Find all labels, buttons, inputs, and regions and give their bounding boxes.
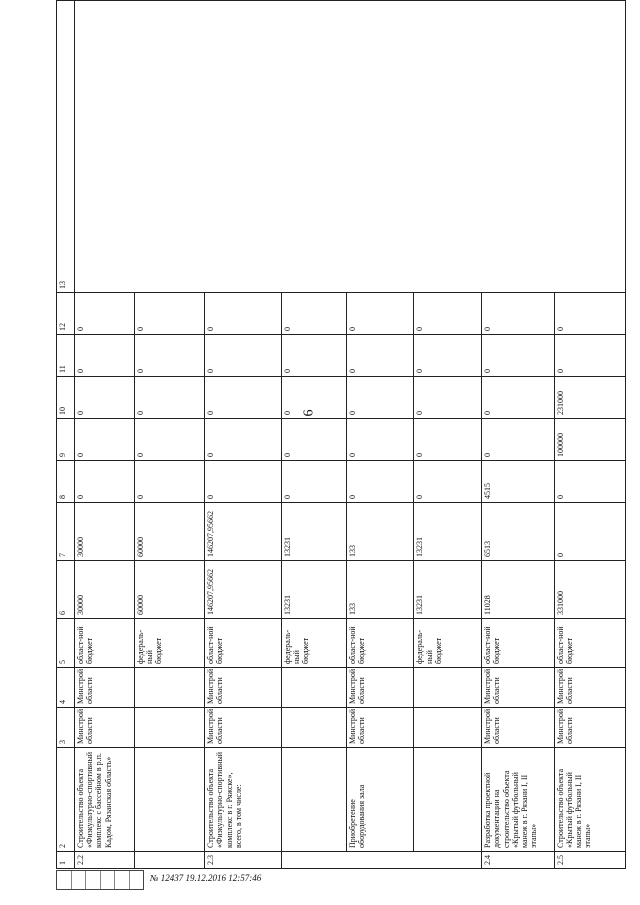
row-name <box>282 748 346 852</box>
amount-cell: 0 <box>135 293 205 335</box>
amount-cell: 0 <box>282 335 346 377</box>
amount-cell: 133 <box>346 503 414 561</box>
amount-cell: 13231 <box>414 561 482 619</box>
amount-cell: 0 <box>282 377 346 419</box>
amount-cell: 0 <box>75 335 135 377</box>
stamp-segment <box>130 871 144 889</box>
header-cell: 11 <box>57 335 75 377</box>
amount-cell: 0 <box>346 377 414 419</box>
amount-cell: 13231 <box>282 561 346 619</box>
row-name <box>135 748 205 852</box>
amount-cell: 0 <box>554 503 625 561</box>
amount-cell: 0 <box>346 335 414 377</box>
responsible-cell: Минстрой области <box>346 708 414 748</box>
responsible-cell <box>135 708 205 748</box>
source-cell: федераль-ный бюджет <box>282 619 346 668</box>
stamp-segment <box>101 871 116 889</box>
amount-cell: 0 <box>75 419 135 461</box>
amount-cell: 30000 <box>75 503 135 561</box>
amount-cell: 0 <box>75 377 135 419</box>
amount-cell: 146207,95662 <box>205 503 282 561</box>
responsible-cell: Минстрой области <box>554 708 625 748</box>
row-number <box>135 852 205 869</box>
amount-cell: 0 <box>414 335 482 377</box>
table-row <box>75 1 135 869</box>
stamp-segment <box>57 871 72 889</box>
amount-cell: 0 <box>482 335 554 377</box>
source-cell: област-ной бюджет <box>205 619 282 668</box>
amount-cell: 0 <box>75 293 135 335</box>
amount-cell: 0 <box>205 461 282 503</box>
header-cell: 2 <box>57 748 75 852</box>
page-number: 6 <box>301 409 317 417</box>
note-cell <box>75 1 626 293</box>
row-number: 2.5 <box>554 852 625 869</box>
amount-cell: 30000 <box>75 561 135 619</box>
amount-cell: 0 <box>482 419 554 461</box>
header-cell: 9 <box>57 419 75 461</box>
amount-cell: 13231 <box>414 503 482 561</box>
amount-cell: 0 <box>482 377 554 419</box>
header-cell: 4 <box>57 668 75 708</box>
amount-cell: 4515 <box>482 461 554 503</box>
amount-cell: 0 <box>414 419 482 461</box>
amount-cell: 0 <box>135 335 205 377</box>
amount-cell: 13231 <box>282 503 346 561</box>
source-cell: област-ной бюджет <box>482 619 554 668</box>
amount-cell: 0 <box>414 461 482 503</box>
amount-cell: 0 <box>414 293 482 335</box>
amount-cell: 146207,95662 <box>205 561 282 619</box>
amount-cell: 0 <box>482 293 554 335</box>
source-cell: област-ной бюджет <box>75 619 135 668</box>
amount-cell: 0 <box>346 419 414 461</box>
budget-table-rotated <box>56 1 626 869</box>
amount-cell: 0 <box>346 461 414 503</box>
row-name: Разработка проектной документации на строительство объекта «Крытый футбольный манеж в г. Рязани I, II этапы» <box>482 748 554 852</box>
source-cell: федераль-ный бюджет <box>135 619 205 668</box>
header-cell: 8 <box>57 461 75 503</box>
header-cell: 5 <box>57 619 75 668</box>
row-name: Приобретение оборудования зала <box>346 748 414 852</box>
amount-cell: 0 <box>135 377 205 419</box>
row-name: Строительство объекта «Крытый футбольный манеж в г. Рязани I, II этапы» <box>554 748 625 852</box>
responsible-cell: Минстрой области <box>482 708 554 748</box>
row-number: 2.3 <box>205 852 282 869</box>
amount-cell: 0 <box>554 293 625 335</box>
amount-cell: 231000 <box>554 377 625 419</box>
row-name <box>414 748 482 852</box>
amount-cell: 0 <box>75 461 135 503</box>
responsible-cell <box>282 708 346 748</box>
amount-cell: 11028 <box>482 561 554 619</box>
amount-cell: 0 <box>282 419 346 461</box>
source-cell: област-ной бюджет <box>346 619 414 668</box>
stamp-segment <box>72 871 87 889</box>
header-cell: 12 <box>57 293 75 335</box>
amount-cell: 0 <box>205 293 282 335</box>
amount-cell: 0 <box>135 419 205 461</box>
registration-stamp <box>56 870 144 890</box>
responsible-cell: Минстрой области <box>75 708 135 748</box>
header-cell: 10 <box>57 377 75 419</box>
responsible-cell <box>414 708 482 748</box>
amount-cell: 0 <box>282 293 346 335</box>
header-cell: 6 <box>57 561 75 619</box>
amount-cell: 0 <box>346 293 414 335</box>
amount-cell: 0 <box>282 461 346 503</box>
header-cell: 3 <box>57 708 75 748</box>
header-cell: 7 <box>57 503 75 561</box>
amount-cell: 6513 <box>482 503 554 561</box>
amount-cell: 60000 <box>135 503 205 561</box>
header-row <box>57 1 75 869</box>
amount-cell: 0 <box>205 335 282 377</box>
executor-cell <box>414 668 482 708</box>
executor-cell <box>135 668 205 708</box>
amount-cell: 100000 <box>554 419 625 461</box>
row-number <box>282 852 346 869</box>
amount-cell: 0 <box>554 461 625 503</box>
amount-cell: 0 <box>135 461 205 503</box>
amount-cell: 0 <box>205 419 282 461</box>
row-name: Строительство объекта «Физкультурно-спортивный комплекс с бассейном в р.п. Кадом, Рязанская область» <box>75 748 135 852</box>
row-number: 2.2 <box>75 852 135 869</box>
row-number <box>414 852 482 869</box>
executor-cell: Минстрой области <box>75 668 135 708</box>
header-cell: 13 <box>57 1 75 293</box>
amount-cell: 331000 <box>554 561 625 619</box>
amount-cell: 60000 <box>135 561 205 619</box>
amount-cell: 133 <box>346 561 414 619</box>
amount-cell: 0 <box>205 377 282 419</box>
budget-table <box>56 0 626 869</box>
responsible-cell: Минстрой области <box>205 708 282 748</box>
executor-cell: Минстрой области <box>346 668 414 708</box>
source-cell: федераль-ный бюджет <box>414 619 482 668</box>
stamp-segment <box>115 871 130 889</box>
registration-number: № 12437 19.12.2016 12:57:46 <box>150 873 262 883</box>
amount-cell: 0 <box>554 335 625 377</box>
executor-cell: Минстрой области <box>554 668 625 708</box>
executor-cell <box>282 668 346 708</box>
row-name: Строительство объекта «Физкультурно-спортивный комплекс в г. Ряжске», всего, в том числе: <box>205 748 282 852</box>
row-number <box>346 852 414 869</box>
executor-cell: Минстрой области <box>205 668 282 708</box>
header-cell: 1 <box>57 852 75 869</box>
stamp-segment <box>86 871 101 889</box>
executor-cell: Минстрой области <box>482 668 554 708</box>
amount-cell: 0 <box>414 377 482 419</box>
row-number: 2.4 <box>482 852 554 869</box>
source-cell: област-ной бюджет <box>554 619 625 668</box>
